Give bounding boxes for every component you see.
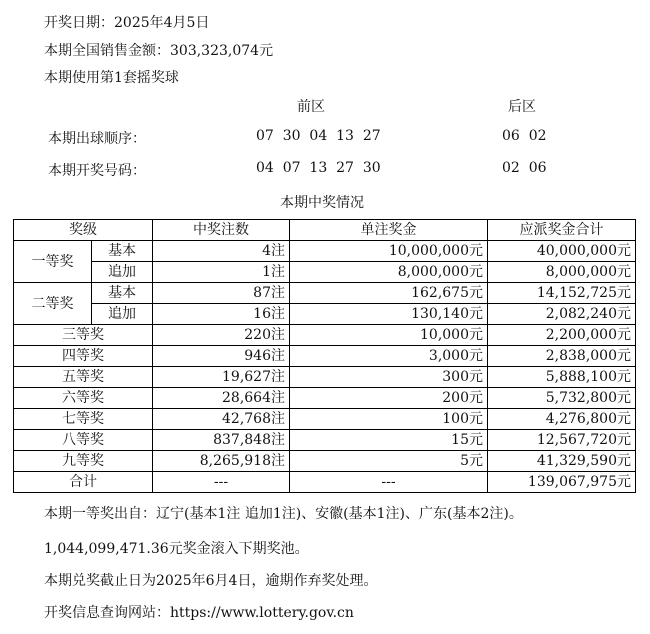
tier-prize: 8,000,000元 (290, 262, 488, 283)
back-zone-title: 后区 (508, 99, 536, 115)
claim-deadline: 本期兑奖截止日为2025年6月4日，逾期作弃奖处理。 (44, 573, 378, 589)
tier-name: 九等奖 (14, 451, 153, 472)
tier-prize: 5元 (290, 451, 488, 472)
ball-set: 本期使用第1套摇奖球 (44, 70, 179, 86)
tier-total: 5,888,100元 (488, 367, 636, 388)
tier-total: 2,082,240元 (488, 304, 636, 325)
front-zone-title: 前区 (297, 99, 325, 115)
tier-sub: 基本 (92, 283, 153, 304)
sum-label: 合计 (14, 472, 153, 493)
tier-name: 三等奖 (14, 325, 153, 346)
prize-table-title: 本期中奖情况 (280, 195, 364, 211)
tier-total: 12,567,720元 (488, 430, 636, 451)
table-row (14, 241, 636, 262)
tier-prize: 162,675元 (290, 283, 488, 304)
tier-count: 946注 (153, 346, 290, 367)
table-row (14, 346, 636, 367)
tier-prize: 300元 (290, 367, 488, 388)
tier-count: 4注 (153, 241, 290, 262)
tier-sub: 追加 (92, 262, 153, 283)
tier-name: 一等奖 (14, 241, 92, 283)
tier-prize: 100元 (290, 409, 488, 430)
table-row (14, 325, 636, 346)
tier-name: 五等奖 (14, 367, 153, 388)
tier-prize: 10,000元 (290, 325, 488, 346)
tier-total: 8,000,000元 (488, 262, 636, 283)
tier-name: 八等奖 (14, 430, 153, 451)
tier-total: 2,838,000元 (488, 346, 636, 367)
draw-numbers-front: 04 07 13 27 30 (256, 160, 381, 176)
tier-count: 1注 (153, 262, 290, 283)
tier-sub: 基本 (92, 241, 153, 262)
tier-name: 六等奖 (14, 388, 153, 409)
tier-count: 87注 (153, 283, 290, 304)
tier-count: 8,265,918注 (153, 451, 290, 472)
tier-prize: 200元 (290, 388, 488, 409)
tier-prize: 130,140元 (290, 304, 488, 325)
sales-amount: 本期全国销售金额：303,323,074元 (44, 43, 274, 59)
draw-order-front: 07 30 04 13 27 (256, 128, 381, 144)
table-sum-row (14, 472, 636, 493)
table-header-row (14, 220, 636, 241)
tier-count: 16注 (153, 304, 290, 325)
tier-prize: 15元 (290, 430, 488, 451)
tier-sub: 追加 (92, 304, 153, 325)
tier-total: 2,200,000元 (488, 325, 636, 346)
header-prize: 单注奖金 (290, 220, 488, 241)
tier-total: 41,329,590元 (488, 451, 636, 472)
table-row (14, 451, 636, 472)
tier-prize: 10,000,000元 (290, 241, 488, 262)
tier-count: 19,627注 (153, 367, 290, 388)
rollover-amount: 1,044,099,471.36元奖金滚入下期奖池。 (44, 541, 309, 557)
table-row (14, 388, 636, 409)
tier-count: 42,768注 (153, 409, 290, 430)
table-row (14, 304, 636, 325)
tier-total: 40,000,000元 (488, 241, 636, 262)
tier-total: 14,152,725元 (488, 283, 636, 304)
table-row (14, 409, 636, 430)
draw-order-back: 06 02 (502, 128, 547, 144)
table-row (14, 367, 636, 388)
draw-numbers-back: 02 06 (502, 160, 547, 176)
tier-prize: 3,000元 (290, 346, 488, 367)
tier-count: 837,848注 (153, 430, 290, 451)
tier-name: 二等奖 (14, 283, 92, 325)
header-level: 奖级 (14, 220, 153, 241)
header-count: 中奖注数 (153, 220, 290, 241)
draw-date: 开奖日期：2025年4月5日 (44, 15, 210, 31)
table-row (14, 430, 636, 451)
tier-count: 220注 (153, 325, 290, 346)
info-website: 开奖信息查询网站：https://www.lottery.gov.cn (44, 605, 354, 621)
tier-total: 5,732,800元 (488, 388, 636, 409)
sum-count: --- (153, 472, 290, 493)
tier-name: 四等奖 (14, 346, 153, 367)
tier-name: 七等奖 (14, 409, 153, 430)
tier-count: 28,664注 (153, 388, 290, 409)
draw-numbers-label: 本期开奖号码： (48, 163, 146, 179)
sum-prize: --- (290, 472, 488, 493)
sum-total: 139,067,975元 (488, 472, 636, 493)
header-total: 应派奖金合计 (488, 220, 636, 241)
first-prize-origin: 本期一等奖出自：辽宁(基本1注 追加1注)、安徽(基本1注)、广东(基本2注)。 (44, 506, 523, 522)
table-row (14, 283, 636, 304)
prize-table (13, 219, 636, 493)
draw-order-label: 本期出球顺序： (48, 131, 146, 147)
table-row (14, 262, 636, 283)
tier-total: 4,276,800元 (488, 409, 636, 430)
